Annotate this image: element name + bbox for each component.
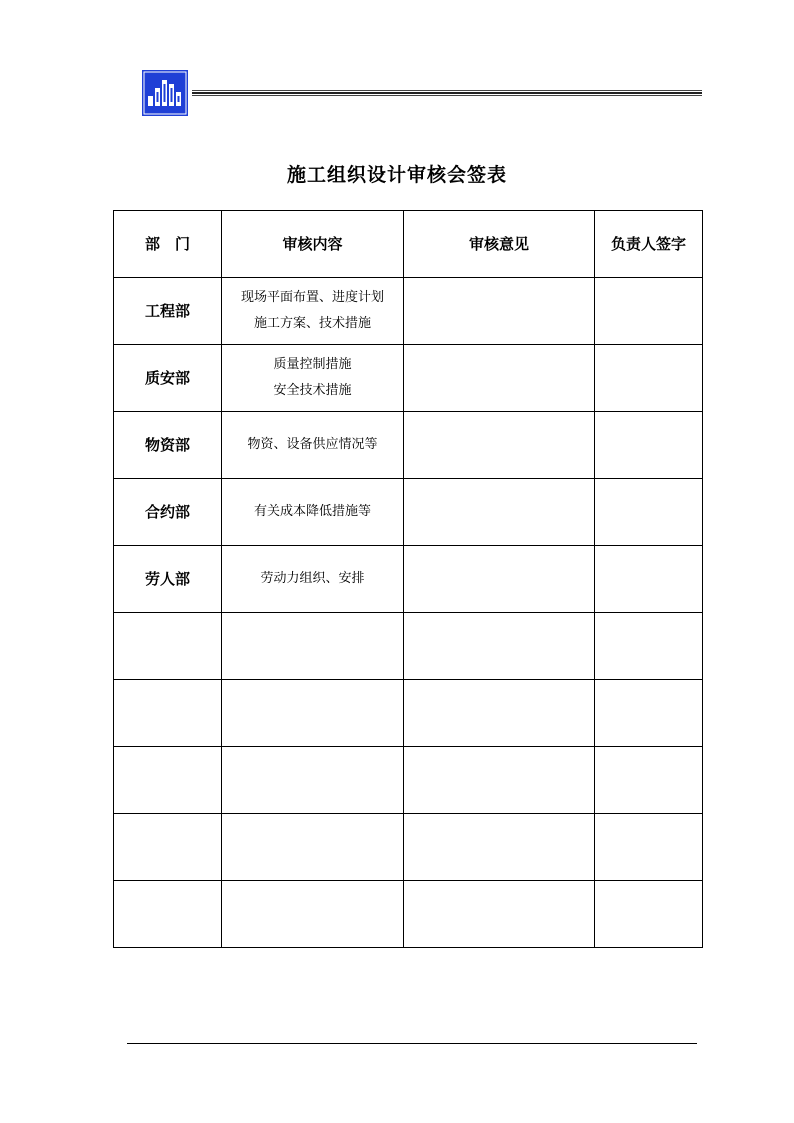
review-opinion-cell[interactable]	[404, 345, 595, 412]
review-content-cell	[222, 278, 404, 345]
table-header-row	[114, 211, 703, 278]
signature-cell[interactable]	[595, 680, 703, 747]
review-content-line: 质量控制措施	[273, 357, 352, 372]
review-sign-off-table	[113, 210, 703, 948]
department-cell: 质安部	[114, 345, 222, 412]
review-content-line: 有关成本降低措施等	[253, 504, 371, 519]
review-content-line: 安全技术措施	[273, 383, 352, 398]
table-row	[114, 613, 703, 680]
signature-cell[interactable]	[595, 814, 703, 881]
department-cell: 合约部	[114, 479, 222, 546]
review-opinion-cell[interactable]	[404, 814, 595, 881]
review-content-cell	[222, 546, 404, 613]
company-logo	[142, 70, 188, 116]
review-opinion-cell[interactable]	[404, 881, 595, 948]
table-row	[114, 814, 703, 881]
review-content-cell	[222, 747, 404, 814]
review-content-cell	[222, 613, 404, 680]
department-cell: 工程部	[114, 278, 222, 345]
signature-cell[interactable]	[595, 613, 703, 680]
signature-cell[interactable]	[595, 345, 703, 412]
header-review-opinion: 审核意见	[404, 211, 595, 278]
review-content-cell	[222, 814, 404, 881]
signature-cell[interactable]	[595, 747, 703, 814]
department-cell	[114, 680, 222, 747]
review-opinion-cell[interactable]	[404, 412, 595, 479]
department-cell	[114, 613, 222, 680]
table-row	[114, 345, 703, 412]
table-row	[114, 479, 703, 546]
review-opinion-cell[interactable]	[404, 546, 595, 613]
header-rule	[192, 90, 702, 96]
department-cell: 物资部	[114, 412, 222, 479]
footer-rule	[127, 1043, 697, 1044]
department-cell	[114, 814, 222, 881]
table-row	[114, 546, 703, 613]
table-row	[114, 747, 703, 814]
review-opinion-cell[interactable]	[404, 278, 595, 345]
table-row	[114, 881, 703, 948]
signature-cell[interactable]	[595, 881, 703, 948]
review-content-line: 施工方案、技术措施	[253, 316, 371, 331]
review-content-cell	[222, 680, 404, 747]
signature-cell[interactable]	[595, 546, 703, 613]
review-content-line: 劳动力组织、安排	[260, 571, 365, 586]
review-opinion-cell[interactable]	[404, 747, 595, 814]
review-content-line: 物资、设备供应情况等	[247, 437, 378, 452]
header-review-content: 审核内容	[222, 211, 404, 278]
department-cell	[114, 881, 222, 948]
header-department: 部 门	[114, 211, 222, 278]
review-opinion-cell[interactable]	[404, 680, 595, 747]
table-row	[114, 278, 703, 345]
review-content-cell	[222, 881, 404, 948]
review-content-cell	[222, 412, 404, 479]
table-row	[114, 680, 703, 747]
signature-cell[interactable]	[595, 479, 703, 546]
header-signature: 负责人签字	[595, 211, 703, 278]
page-title: 施工组织设计审核会签表	[286, 164, 507, 186]
department-cell: 劳人部	[114, 546, 222, 613]
review-opinion-cell[interactable]	[404, 613, 595, 680]
signature-cell[interactable]	[595, 412, 703, 479]
review-opinion-cell[interactable]	[404, 479, 595, 546]
review-content-cell	[222, 479, 404, 546]
review-content-line: 现场平面布置、进度计划	[240, 290, 384, 305]
table-row	[114, 412, 703, 479]
review-content-cell	[222, 345, 404, 412]
department-cell	[114, 747, 222, 814]
signature-cell[interactable]	[595, 278, 703, 345]
